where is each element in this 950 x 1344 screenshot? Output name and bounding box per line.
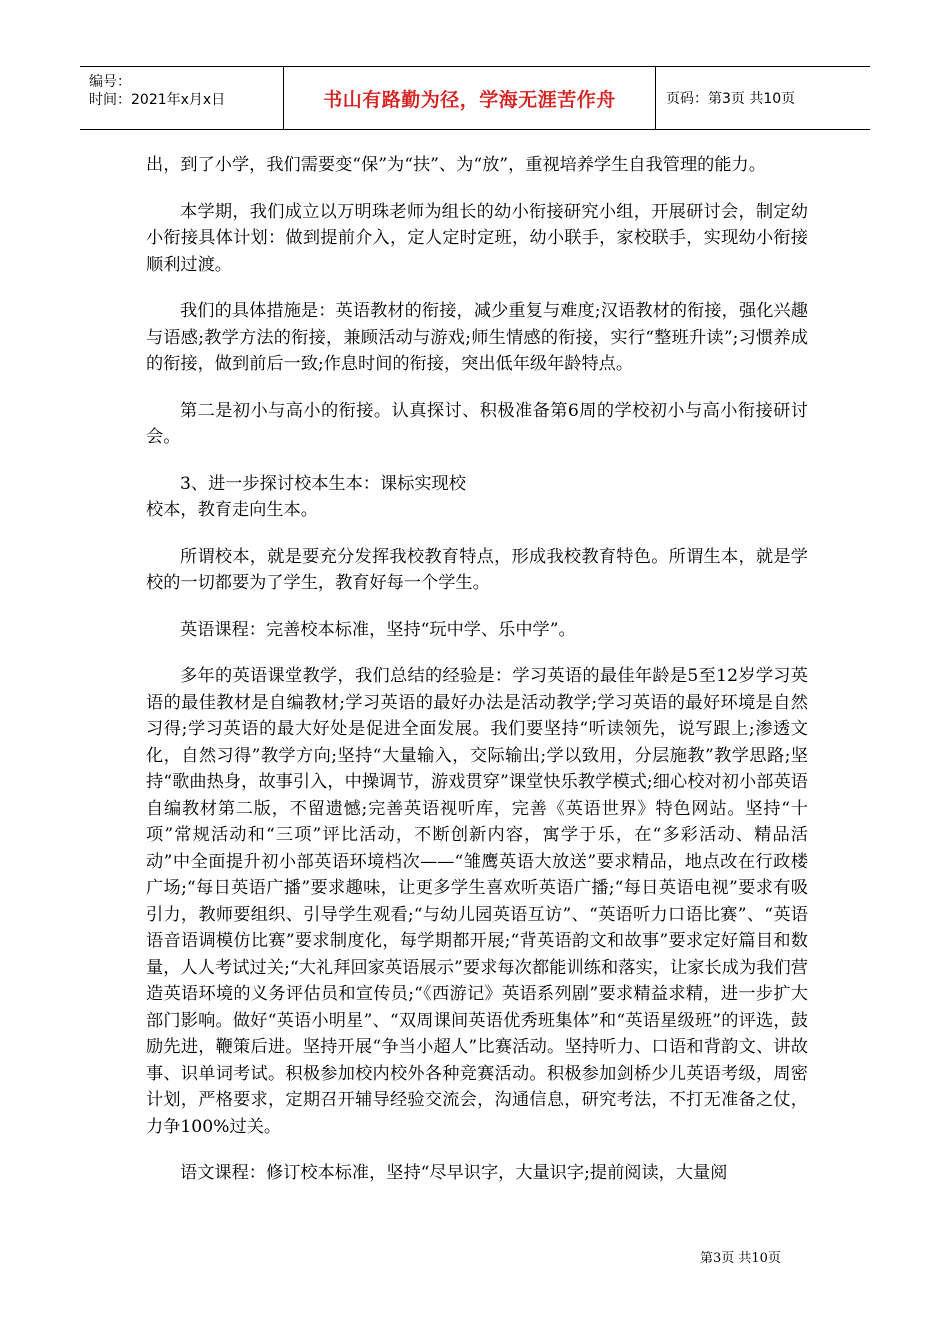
header-meta-cell — [80, 67, 284, 129]
document-date: 时间：2021年x月x日 — [89, 92, 226, 108]
header-motto: 书山有路勤为径，学海无涯苦作舟 — [323, 88, 616, 111]
paragraph: 我们的具体措施是：英语教材的衔接，减少重复与难度;汉语教材的衔接，强化兴趣与语感;教学方法的衔接，兼顾活动与游戏;师生情感的衔接，实行“整班升读”;习惯养成的衔接，做到前后一致;作息时间的衔接，突出低年级年龄特点。 — [146, 301, 808, 374]
document-number: 编号： — [89, 74, 131, 90]
paragraph: 第二是初小与高小的衔接。认真探讨、积极准备第6周的学校初小与高小衔接研讨会。 — [146, 400, 808, 447]
header-page-cell — [656, 67, 870, 129]
paragraph: 本学期，我们成立以万明珠老师为组长的幼小衔接研究小组，开展研讨会，制定幼小衔接具体计划：做到提前介入，定人定时定班，幼小联手，家校联手，实现幼小衔接顺利过渡。 — [146, 201, 808, 275]
paragraph: 所谓校本，就是要充分发挥我校教育特点，形成我校教育特色。所谓生本，就是学校的一切都要为了学生，教育好每一个学生。 — [146, 546, 808, 593]
body-text — [146, 152, 808, 1207]
paragraph: 英语课程：完善校本标准，坚持“玩中学、乐中学”。 — [180, 619, 576, 640]
paragraph: 语文课程：修订校本标准，坚持“尽早识字，大量识字;提前阅读，大量阅 — [180, 1163, 728, 1183]
paragraph: 校本，教育走向生本。 — [146, 500, 318, 520]
paragraph: 多年的英语课堂教学，我们总结的经验是：学习英语的最佳年龄是5至12岁学习英语的最佳教材是自编教材;学习英语的最好办法是活动教学;学习英语的最好环境是自然习得;学习英语的最大好处是促进全面发展。我们要坚持“听读领先，说写跟上;渗透文化，自然习得”教学方向;坚持“大量输入，交际输出;学以致用，分层施教”教学思路;坚持“歌曲热身，故事引入，中操调节，游戏贯穿”课堂快乐教学模式;细心校对初小部英语自编教材第二版，不留遗憾;完善英语视听库，完善《英语世界》特色网站。坚持“十项”常规活动和“三项”评比活动，不断创新内容，寓学于乐，在“多彩活动、精品活动”中全面提升初小部英语环境档次——“雏鹰英语大放送”要求精品，地点改在行政楼广场;“每日英语广播”要求趣味，让更多学生喜欢听英语广播;“每日英语电视”要求有吸引力，教师要组织、引导学生观看;“与幼儿园英语互访”、“英语听力口语比赛”、“英语语音语调模仿比赛”要求制度化，每学期都开展;“背英语韵文和故事”要求定好篇目和数量，人人考试过关;“大礼拜回家英语展示”要求每次都能训练和落实，让家长成为我们营造英语环境的义务评估员和宣传员;“《西游记》英语系列剧”要求精益求精，进一步扩大部门影响。做好“英语小明星”、“双周课间英语优秀班集体”和“英语星级班”的评选，鼓励先进，鞭策后进。坚持开展“争当小超人”比赛活动。坚持听力、口语和背韵文、讲故事、识单词考试。积极参加校内校外各种竞赛活动。积极参加剑桥少儿英语考级，周密计划，严格要求，定期召开辅导经验交流会，沟通信息，研究考法，不打无准备之仗，力争100%过关。 — [146, 666, 808, 1137]
header-page-number: 页码：第3页 共10页 — [666, 91, 796, 107]
page-header — [80, 66, 870, 130]
section-heading: 3、进一步探讨校本生本：课标实现校 — [180, 473, 466, 494]
page-footer: 第3页 共10页 — [700, 1251, 781, 1266]
header-motto-cell — [284, 67, 656, 129]
paragraph: 出，到了小学，我们需要变“保”为“扶”、为“放”，重视培养学生自我管理的能力。 — [146, 155, 766, 175]
